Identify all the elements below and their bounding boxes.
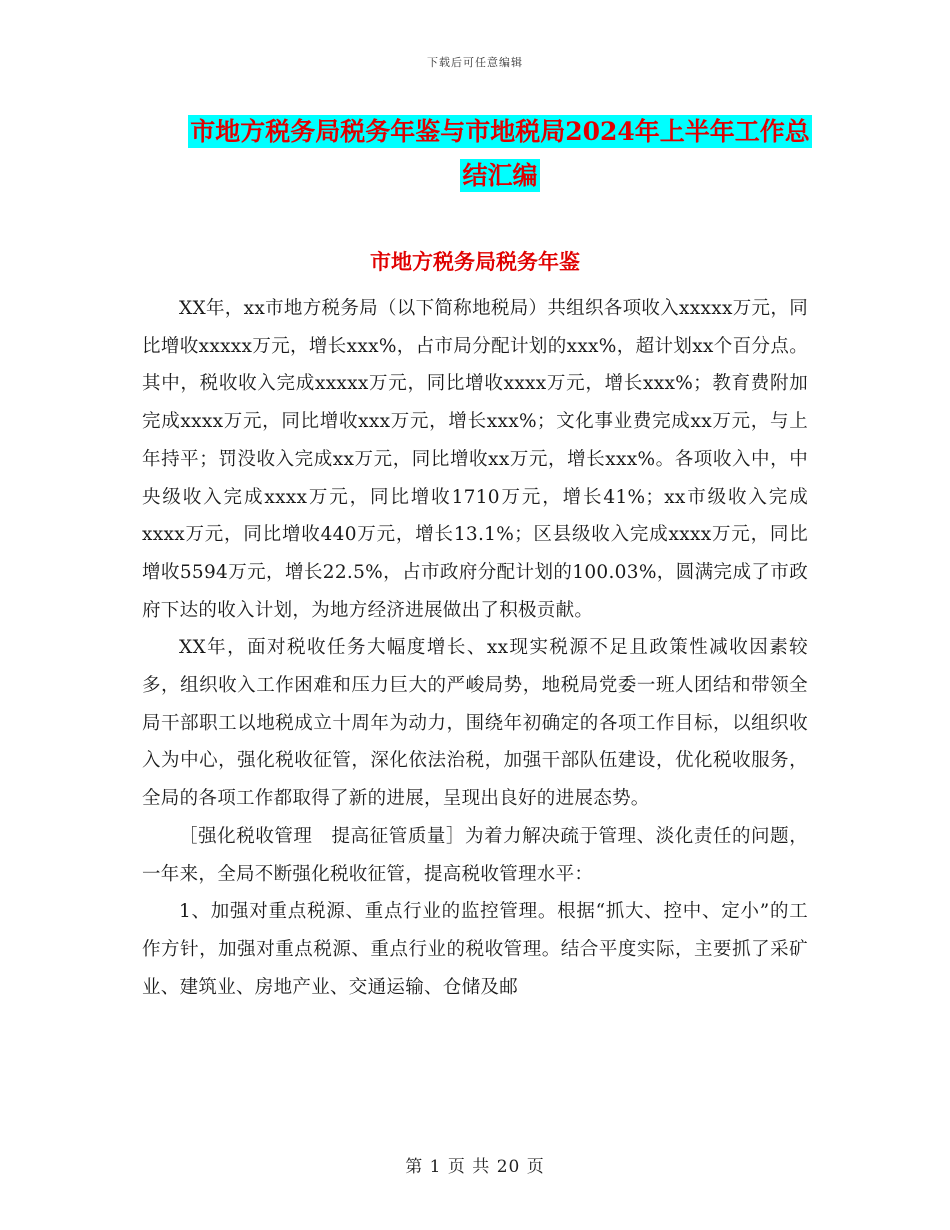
header-note: 下载后可任意编辑: [427, 56, 523, 69]
paragraph: ［强化税收管理 提高征管质量］为着力解决疏于管理、淡化责任的问题，一年来，全局不断强化税收征管，提高税收管理水平：: [142, 825, 808, 885]
section-heading: 市地方税务局税务年鉴: [370, 249, 580, 274]
document-title-text: 市地方税务局税务年鉴与市地税局2024年上半年工作总结汇编: [190, 117, 810, 190]
paragraph: XX年，面对税收任务大幅度增长、xx现实税源不足且政策性减收因素较多，组织收入工作困难和压力巨大的严峻局势，地税局党委一班人团结和带领全局干部职工以地税成立十周年为动力，围绕年初确定的各项工作目标，以组织收入为中心，强化税收征管，深化依法治税，加强干部队伍建设，优化税收服务，全局的各项工作都取得了新的进展，呈现出良好的进展态势。: [142, 637, 808, 810]
page-number: 第 1 页 共 20 页: [405, 1157, 545, 1177]
paragraph: 1、加强对重点税源、重点行业的监控管理。根据“抓大、控中、定小”的工作方针，加强对重点税源、重点行业的税收管理。结合平度实际，主要抓了采矿业、建筑业、房地产业、交通运输、仓储及邮: [142, 901, 808, 998]
document-body: [142, 290, 808, 1006]
paragraph: XX年，xx市地方税务局（以下简称地税局）共组织各项收入xxxxx万元，同比增收xxxxx万元，增长xxx%，占市局分配计划的xxx%，超计划xx个百分点。其中，税收收入完成xxxxx万元，同比增收xxxx万元，增长xxx%；教育费附加完成xxxx万元，同比增收xxx万元，增长xxx%；文化事业费完成xx万元，与上年持平；罚没收入完成xx万元，同比增收xx万元，增长xxx%。各项收入中，中央级收入完成xxxx万元，同比增收1710万元，增长41%；xx市级收入完成xxxx万元，同比增收440万元，增长13.1%；区县级收入完成xxxx万元，同比增收5594万元，增长22.5%，占市政府分配计划的100.03%，圆满完成了市政府下达的收入计划，为地方经济进展做出了积极贡献。: [142, 298, 808, 621]
document-title: [185, 110, 815, 198]
